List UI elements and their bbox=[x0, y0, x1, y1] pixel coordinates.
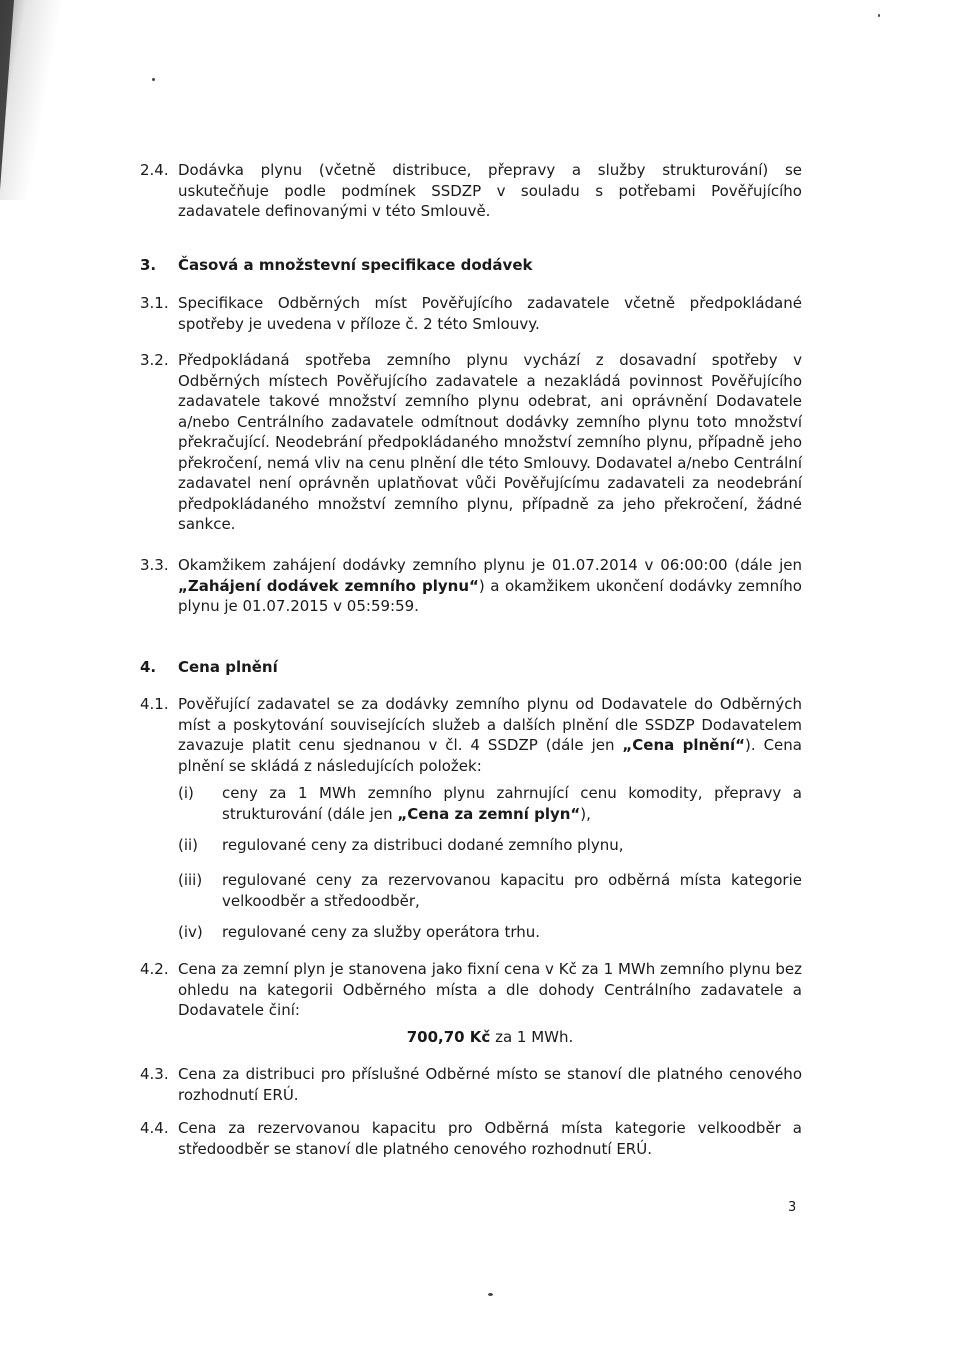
section-text: Cena za zemní plyn je stanovena jako fixní cena v Kč za 1 MWh zemního plynu bez ohledu na kategorii Odběrného místa a dle dohody Centrálního zadavatele a Dodavatele činí: bbox=[178, 960, 802, 1019]
text-part: ), bbox=[580, 804, 591, 823]
section-text: Cena za distribuci pro příslušné Odběrné místo se stanoví dle platného cenového rozhodnutí ERÚ. bbox=[178, 1065, 802, 1104]
scan-edge bbox=[0, 0, 14, 190]
price-value: 700,70 Kč bbox=[406, 1028, 491, 1046]
section-number: 3.3. bbox=[140, 556, 169, 574]
defined-term: „Cena plnění“ bbox=[622, 736, 746, 754]
list-item-number: (iv) bbox=[178, 923, 203, 941]
scan-speck bbox=[878, 14, 880, 17]
page-number: 3 bbox=[788, 1200, 797, 1215]
list-item-text: regulované ceny za distribuci dodané zemního plynu, bbox=[222, 836, 624, 854]
text-part: ceny za 1 MWh zemního plynu zahrnující cenu komodity, přepravy a strukturování (dále jen bbox=[222, 784, 802, 823]
section-number: 4.1. bbox=[140, 695, 169, 713]
text-part: ) a okamžikem ukončení dodávky zemního plynu je 01.07.2015 v 05:59:59. bbox=[178, 576, 802, 615]
scan-speck bbox=[152, 78, 155, 81]
list-item-text: regulované ceny za služby operátora trhu. bbox=[222, 923, 541, 941]
section-text bbox=[178, 694, 802, 776]
heading-number: 3. bbox=[140, 256, 157, 274]
heading-number: 4. bbox=[140, 658, 157, 676]
text-part: Pověřující zadavatel se za dodávky zemního plynu od Dodavatele do Odběrných míst a poskytování souvisejících služeb a dalších plnění dle SSDZP Dodavatelem zavazuje platit cenu sjednanou v čl. 4 SSDZP (dále jen bbox=[178, 695, 802, 754]
section-text: Specifikace Odběrných míst Pověřujícího zadavatele včetně předpokládané spotřeby je uvedena v příloze č. 2 této Smlouvy. bbox=[178, 294, 802, 333]
section-text: Dodávka plynu (včetně distribuce, přepravy a služby strukturování) se uskutečňuje podle podmínek SSDZP v souladu s potřebami Pověřujícího zadavatele definovanými v této Smlouvě. bbox=[178, 161, 802, 220]
heading-title: Cena plnění bbox=[178, 658, 278, 676]
list-item-number: (i) bbox=[178, 784, 194, 802]
list-item-number: (ii) bbox=[178, 836, 199, 854]
list-item-text bbox=[222, 783, 802, 824]
section-text: Předpokládaná spotřeba zemního plynu vychází z dosavadní spotřeby v Odběrných místech Pověřujícího zadavatele a nezakládá povinnost Pověřujícího zadavatele takové množství zemního plynu odebrat, ani oprávnění Dodavatele a/nebo Centrálního zadavatele odmítnout dodávky zemního plynu toto množství překračující. Neodebrání předpokládaného množství zemního plynu, případně jeho překročení, nemá vliv na cenu plnění dle této Smlouvy. Dodavatel a/nebo Centrální zadavatel není oprávněn uplatňovat vůči Pověřujícímu zadavateli za neodebrání předpokládaného množství zemního plynu, případně za jeho překročení, žádné sankce. bbox=[178, 351, 802, 533]
section-text: Cena za rezervovanou kapacitu pro Odběrná místa kategorie velkoodběr a středoodběr se stanoví dle platného cenového rozhodnutí ERÚ. bbox=[178, 1119, 802, 1158]
section-number: 3.2. bbox=[140, 351, 169, 369]
scan-speck bbox=[488, 1293, 493, 1296]
section-number: 3.1. bbox=[140, 294, 169, 312]
defined-term: „Cena za zemní plyn“ bbox=[397, 804, 581, 823]
text-part: ). Cena plnění se skládá z následujících položek: bbox=[178, 736, 802, 775]
list-item-text: regulované ceny za rezervovanou kapacitu pro odběrná místa kategorie velkoodběr a středoodběr, bbox=[222, 871, 802, 910]
section-text bbox=[178, 555, 802, 617]
price-unit: za 1 MWh. bbox=[490, 1028, 574, 1046]
section-number: 4.4. bbox=[140, 1119, 169, 1137]
heading-title: Časová a množstevní specifikace dodávek bbox=[178, 256, 533, 274]
list-item-number: (iii) bbox=[178, 871, 203, 889]
section-number: 4.2. bbox=[140, 960, 169, 978]
section-number: 2.4. bbox=[140, 161, 169, 179]
defined-term: „Zahájení dodávek zemního plynu“ bbox=[178, 576, 479, 595]
text-part: Okamžikem zahájení dodávky zemního plynu je 01.07.2014 v 06:00:00 (dále jen bbox=[178, 556, 802, 574]
price-line bbox=[178, 1027, 802, 1048]
section-number: 4.3. bbox=[140, 1065, 169, 1083]
